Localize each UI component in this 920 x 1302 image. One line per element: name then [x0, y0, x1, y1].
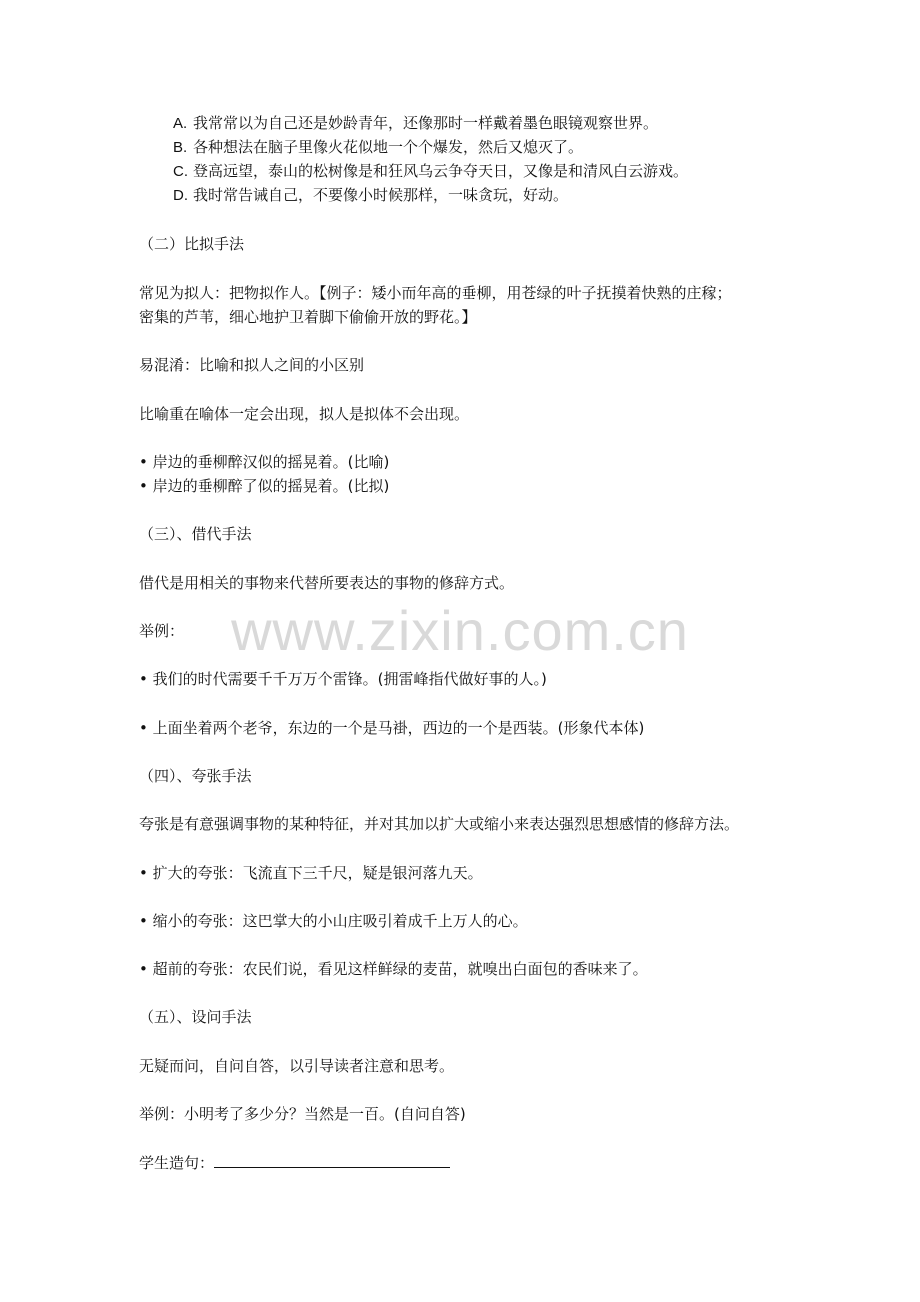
bullet-example: • 我们的时代需要千千万万个雷锋。(拥雷峰指代做好事的人。) — [139, 670, 547, 688]
paragraph-personification-2: 密集的芦苇，细心地护卫着脚下偷偷开放的野花。】 — [139, 308, 477, 326]
bullet-example: • 扩大的夸张：飞流直下三千尺，疑是银河落九天。 — [139, 864, 483, 882]
paragraph-metonymy-definition: 借代是用相关的事物来代替所要表达的事物的修辞方式。 — [139, 574, 515, 592]
option-text: 各种想法在脑子里像火花似地一个个爆发，然后又熄灭了。 — [193, 138, 584, 156]
option-text: 我时常告诫自己，不要像小时候那样，一味贪玩，好动。 — [193, 186, 569, 204]
bullet-example: • 缩小的夸张：这巴掌大的小山庄吸引着成千上万人的心。 — [139, 912, 528, 930]
paragraph-rule: 比喻重在喻体一定会出现，拟人是拟体不会出现。 — [139, 405, 470, 423]
option-letter: B. — [173, 139, 188, 156]
option-text: 我常常以为自己还是妙龄青年，还像那时一样戴着墨色眼镜观察世界。 — [193, 114, 659, 132]
paragraph-personification-1: 常见为拟人：把物拟作人。【例子：矮小而年高的垂柳，用苍绿的叶子抚摸着快熟的庄稼； — [139, 284, 732, 302]
paragraph-confusion: 易混淆：比喻和拟人之间的小区别 — [139, 356, 365, 374]
section-heading-personification: （二）比拟手法 — [139, 235, 245, 253]
answer-blank-line[interactable] — [214, 1151, 450, 1168]
option-letter: C. — [173, 163, 188, 180]
student-sentence-label: 学生造句： — [139, 1154, 215, 1172]
option-b — [173, 136, 583, 159]
section-heading-rhetorical-question: （五）、设问手法 — [139, 1008, 252, 1026]
section-heading-hyperbole: （四）、夸张手法 — [139, 767, 252, 785]
bullet-example: • 岸边的垂柳醉了似的摇晃着。(比拟) — [139, 477, 390, 495]
option-a — [173, 112, 658, 135]
paragraph-rhetorical-example: 举例：小明考了多少分？当然是一百。(自问自答) — [139, 1105, 466, 1123]
option-letter: D. — [173, 187, 188, 204]
example-label: 举例： — [139, 622, 185, 640]
watermark: www.zixin.com.cn — [231, 599, 689, 662]
bullet-example: • 超前的夸张：农民们说，看见这样鲜绿的麦苗，就嗅出白面包的香味来了。 — [139, 960, 648, 978]
option-letter: A. — [173, 115, 188, 132]
option-c — [173, 160, 688, 183]
paragraph-rhetorical-definition: 无疑而问，自问自答，以引导读者注意和思考。 — [139, 1057, 455, 1075]
bullet-example: • 岸边的垂柳醉汉似的摇晃着。(比喻) — [139, 453, 390, 471]
bullet-example: • 上面坐着两个老爷，东边的一个是马褂，西边的一个是西装。(形象代本体) — [139, 719, 645, 737]
student-sentence-row — [139, 1151, 450, 1174]
option-text: 登高远望，泰山的松树像是和狂风乌云争夺天日，又像是和清风白云游戏。 — [193, 162, 689, 180]
option-d — [173, 184, 568, 207]
paragraph-hyperbole-definition: 夸张是有意强调事物的某种特征，并对其加以扩大或缩小来表达强烈思想感情的修辞方法。 — [139, 815, 740, 833]
section-heading-metonymy: （三）、借代手法 — [139, 525, 252, 543]
